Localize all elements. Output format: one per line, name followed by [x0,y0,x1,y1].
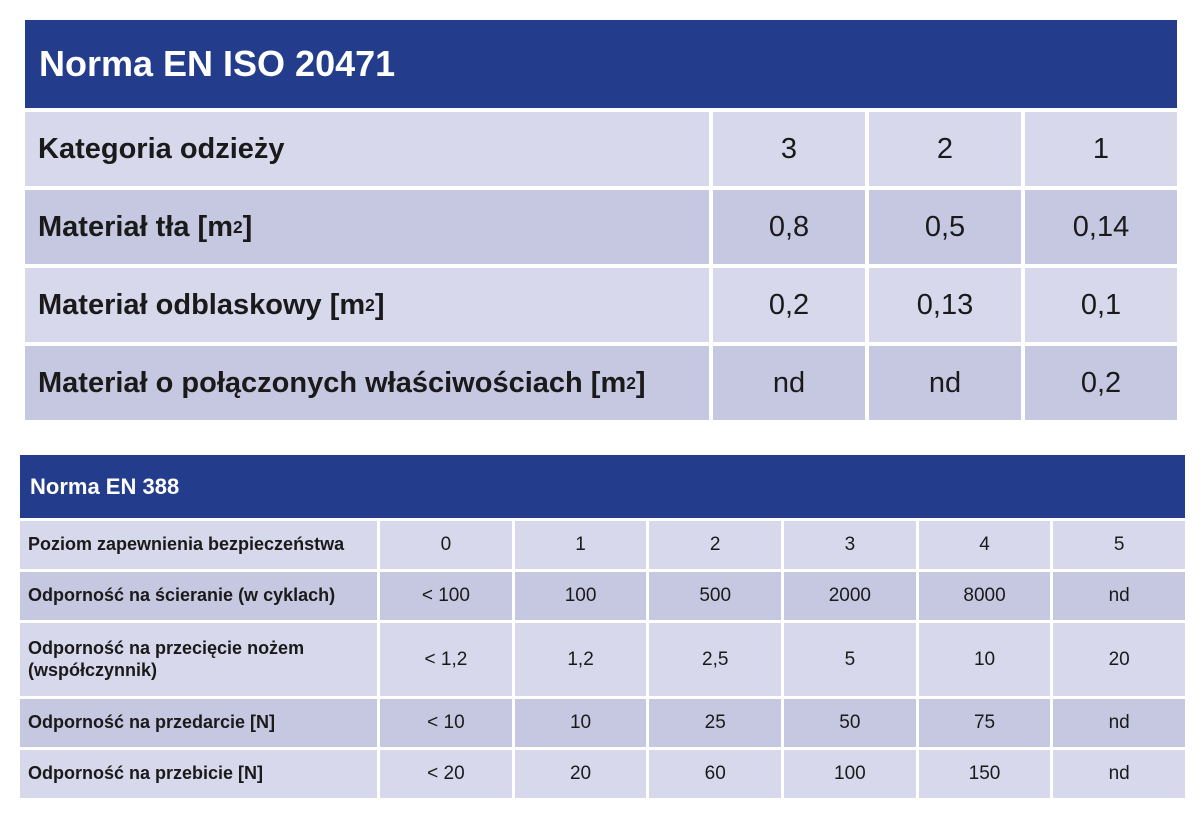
table-cell: nd [1053,699,1185,747]
table-row [25,190,1177,264]
table-title: Norma EN ISO 20471 [25,20,1177,108]
table-cell: nd [1053,572,1185,620]
table-cell: nd [1053,750,1185,798]
table-cell: nd [713,346,865,420]
table-cell: 2000 [784,572,916,620]
table-cell: < 20 [380,750,512,798]
table-cell: 75 [919,699,1051,747]
row-label: Odporność na ścieranie (w cyklach) [20,572,377,620]
table-cell: 1,2 [515,623,647,696]
table-row [20,750,1185,798]
table-row [20,623,1185,696]
table-cell: < 10 [380,699,512,747]
table-cell: < 100 [380,572,512,620]
table-cell: 0,1 [1025,268,1177,342]
table-en-iso-20471 [25,20,1177,420]
table-cell: 60 [649,750,781,798]
row-label: Materiał odblaskowy [m 2 ] [25,268,709,342]
row-label: Materiał tła [m 2 ] [25,190,709,264]
table-cell: 10 [515,699,647,747]
table-cell: 0,2 [1025,346,1177,420]
table-cell: 1 [515,521,647,569]
table-cell: 50 [784,699,916,747]
table-cell: 4 [919,521,1051,569]
table-cell: 8000 [919,572,1051,620]
table-row [25,346,1177,420]
table-row [20,699,1185,747]
table-row [20,521,1185,569]
table-cell: 0 [380,521,512,569]
table-cell: 2 [649,521,781,569]
table-cell: 0,5 [869,190,1021,264]
table-cell: 0,14 [1025,190,1177,264]
table-cell: 0,13 [869,268,1021,342]
table-cell: 5 [784,623,916,696]
table-cell: 0,8 [713,190,865,264]
table-cell: 2,5 [649,623,781,696]
table-cell: 500 [649,572,781,620]
table-cell: 5 [1053,521,1185,569]
table-row [20,572,1185,620]
row-label: Odporność na przecięcie nożem (współczynnik) [20,623,377,696]
table-en-388 [20,455,1185,798]
table-cell: 2 [869,112,1021,186]
table-row [25,268,1177,342]
row-label: Odporność na przebicie [N] [20,750,377,798]
table-cell: 100 [515,572,647,620]
row-label: Materiał o połączonych właściwościach [m 2 ] [25,346,709,420]
row-label: Kategoria odzieży [25,112,709,186]
row-label: Odporność na przedarcie [N] [20,699,377,747]
table-cell: nd [869,346,1021,420]
table-cell: 10 [919,623,1051,696]
table-cell: 3 [784,521,916,569]
table-row [25,112,1177,186]
table-cell: 3 [713,112,865,186]
table-cell: 150 [919,750,1051,798]
table-title: Norma EN 388 [20,455,1185,518]
row-label: Poziom zapewnienia bezpieczeństwa [20,521,377,569]
table-cell: < 1,2 [380,623,512,696]
table-cell: 100 [784,750,916,798]
table-cell: 0,2 [713,268,865,342]
table-cell: 20 [515,750,647,798]
table-cell: 25 [649,699,781,747]
table-cell: 1 [1025,112,1177,186]
table-cell: 20 [1053,623,1185,696]
